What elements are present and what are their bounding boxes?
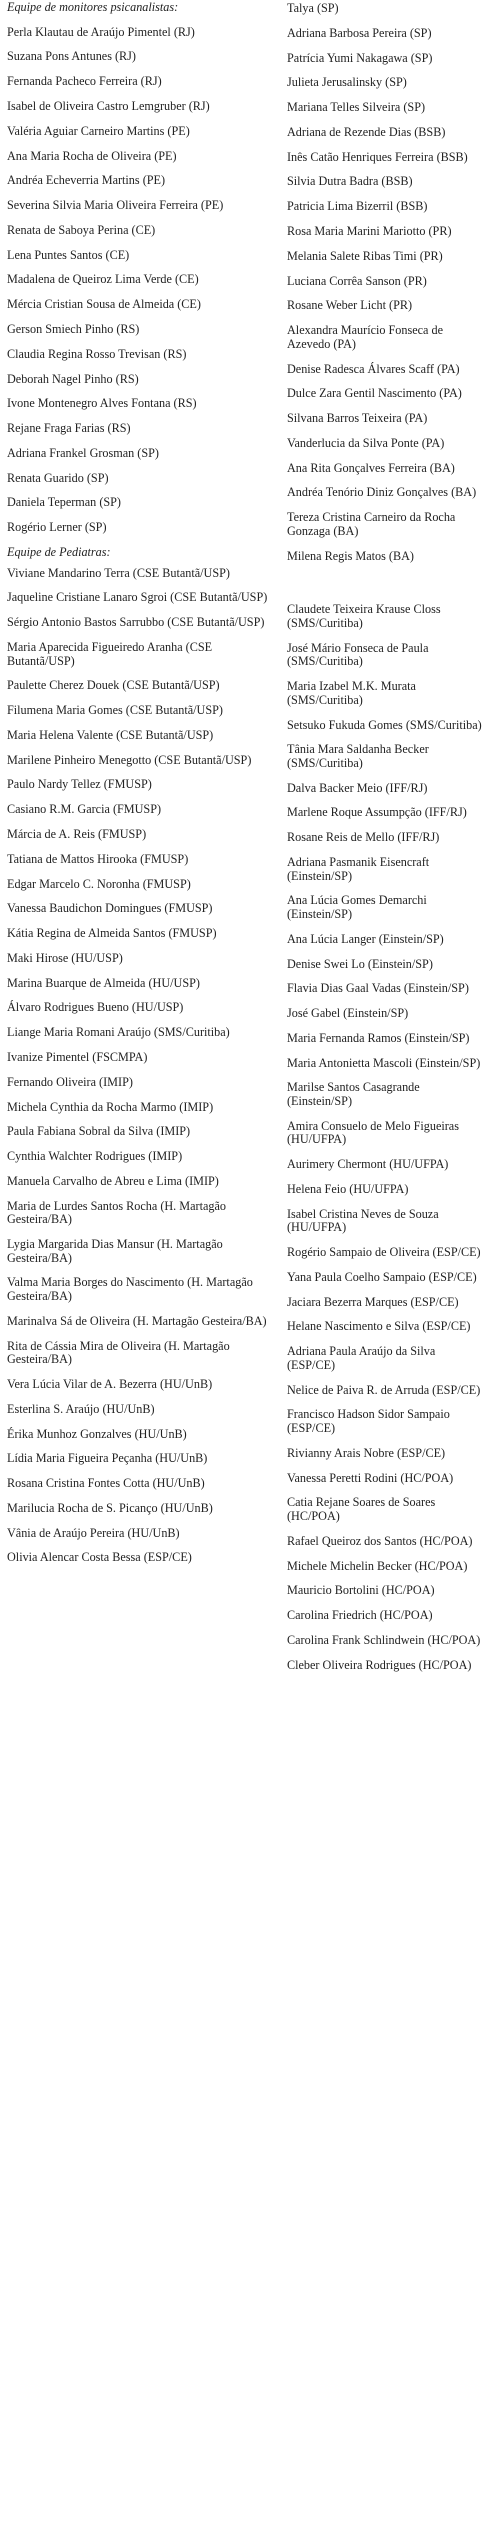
list-item: Rosana Cristina Fontes Cotta (HU/UnB) [7,1476,205,1491]
heading-pediatricians: Equipe de Pediatras: [7,545,111,559]
list-item: Sérgio Antonio Bastos Sarrubbo (CSE Butantã/USP) [7,615,265,630]
list-item: Jaqueline Cristiane Lanaro Sgroi (CSE Butantã/USP) [7,590,268,605]
list-item: Michele Michelin Becker (HC/POA) [287,1558,468,1573]
list-item: Silvana Barros Teixeira (PA) [287,411,428,426]
list-item: Isabel Cristina Neves de Souza (HU/UFPA) [287,1206,439,1235]
list-item: Dulce Zara Gentil Nascimento (PA) [287,386,462,401]
list-item: Rosane Weber Licht (PR) [287,298,413,313]
list-item: Álvaro Rodrigues Bueno (HU/USP) [7,1000,184,1015]
list-item: Nelice de Paiva R. de Arruda (ESP/CE) [287,1382,481,1397]
list-item: Maria Antonietta Mascoli (Einstein/SP) [287,1055,481,1070]
list-item: Márcia de A. Reis (FMUSP) [7,827,147,841]
list-item: Madalena de Queiroz Lima Verde (CE) [7,272,199,287]
list-item: Renata de Saboya Perina (CE) [7,222,156,237]
list-item: Milena Regis Matos (BA) [287,548,414,563]
list-item: Jaciara Bezerra Marques (ESP/CE) [287,1294,459,1309]
list-item: Maria Aparecida Figueiredo Aranha (CSE Butantã/USP) [7,639,213,668]
list-item: Maria Fernanda Ramos (Einstein/SP) [287,1030,470,1045]
list-item: Dalva Backer Meio (IFF/RJ) [287,780,428,795]
list-item: Rafael Queiroz dos Santos (HC/POA) [287,1533,473,1548]
list-item: Claudete Teixeira Krause Closs (SMS/Curitiba) [287,602,441,630]
list-item: Mércia Cristian Sousa de Almeida (CE) [7,297,201,312]
list-item: Perla Klautau de Araújo Pimentel (RJ) [7,24,195,39]
list-item: Rogério Sampaio de Oliveira (ESP/CE) [287,1245,481,1260]
list-item: Casiano R.M. Garcia (FMUSP) [7,802,162,817]
list-item: Claudia Regina Rosso Trevisan (RS) [7,346,187,361]
list-item: Ana Maria Rocha de Oliveira (PE) [7,148,177,163]
list-item: Alexandra Maurício Fonseca de Azevedo (PA) [287,323,444,351]
list-item: Maki Hirose (HU/USP) [7,950,123,965]
list-item: Rosa Maria Marini Mariotto (PR) [287,224,452,239]
list-item: José Mário Fonseca de Paula (SMS/Curitiba) [287,640,429,669]
list-item: Daniela Teperman (SP) [7,495,121,510]
list-item: Catia Rejane Soares de Soares (HC/POA) [287,1495,436,1523]
list-item: Ivone Montenegro Alves Fontana (RS) [7,396,197,411]
list-psychoanalysts-left [7,26,275,535]
list-pediatricians-right [287,603,483,1672]
list-item: Marilene Pinheiro Menegotto (CSE Butantã/USP) [7,752,252,767]
list-item: Julieta Jerusalinsky (SP) [287,75,407,90]
list-item: Talya (SP) [287,1,339,15]
list-item: Liange Maria Romani Araújo (SMS/Curitiba) [7,1025,230,1040]
list-item: Andréa Echeverria Martins (PE) [7,173,166,188]
list-item: Lygia Margarida Dias Mansur (H. Martagão Gesteira/BA) [7,1237,223,1265]
list-item: Olivia Alencar Costa Bessa (ESP/CE) [7,1550,192,1565]
list-item: Fernando Oliveira (IMIP) [7,1074,133,1089]
list-item: Kátia Regina de Almeida Santos (FMUSP) [7,926,217,941]
list-item: Manuela Carvalho de Abreu e Lima (IMIP) [7,1173,219,1188]
list-item: Rita de Cássia Mira de Oliveira (H. Martagão Gesteira/BA) [7,1338,230,1367]
list-item: Paulette Cherez Douek (CSE Butantã/USP) [7,678,220,693]
list-item: Mariana Telles Silveira (SP) [287,100,426,115]
list-item: Maria de Lurdes Santos Rocha (H. Martagão Gesteira/BA) [7,1198,226,1227]
list-item: Helane Nascimento e Silva (ESP/CE) [287,1319,471,1334]
list-item: Inês Catão Henriques Ferreira (BSB) [287,149,468,164]
list-item: Érika Munhoz Gonzalves (HU/UnB) [7,1426,187,1441]
list-item: Vânia de Araújo Pereira (HU/UnB) [7,1525,180,1540]
list-item: Adriana Frankel Grosman (SP) [7,445,159,460]
list-item: Helena Feio (HU/UFPA) [287,1181,409,1196]
list-item: Filumena Maria Gomes (CSE Butantã/USP) [7,703,223,718]
list-item: Tânia Mara Saldanha Becker (SMS/Curitiba) [287,742,429,770]
list-item: Tereza Cristina Carneiro da Rocha Gonzaga (BA) [287,510,456,538]
list-item: Yana Paula Coelho Sampaio (ESP/CE) [287,1269,477,1284]
list-item: Melania Salete Ribas Timi (PR) [287,248,443,263]
list-item: Carolina Friedrich (HC/POA) [287,1608,433,1623]
list-item: Adriana Barbosa Pereira (SP) [287,25,432,40]
list-item: Tatiana de Mattos Hirooka (FMUSP) [7,851,189,866]
list-item: Ana Lúcia Gomes Demarchi (Einstein/SP) [287,893,427,921]
right-column [287,0,483,1683]
list-item: Rejane Fraga Farias (RS) [7,421,131,436]
list-item: Marina Buarque de Almeida (HU/USP) [7,975,200,990]
list-item: Valma Maria Borges do Nascimento (H. Martagão Gesteira/BA) [7,1275,253,1304]
list-item: Silvia Dutra Badra (BSB) [287,174,413,189]
list-item: Michela Cynthia da Rocha Marmo (IMIP) [7,1099,214,1114]
list-item: Renata Guarido (SP) [7,470,109,485]
list-item: Vera Lúcia Vilar de A. Bezerra (HU/UnB) [7,1377,213,1391]
list-item: Patrícia Yumi Nakagawa (SP) [287,50,433,65]
list-item: Isabel de Oliveira Castro Lemgruber (RJ) [7,98,210,113]
list-item: Mauricio Bortolini (HC/POA) [287,1583,435,1598]
heading-psychoanalysts: Equipe de monitores psicanalistas: [7,0,179,14]
list-item: Maria Helena Valente (CSE Butantã/USP) [7,727,214,742]
list-item: Edgar Marcelo C. Noronha (FMUSP) [7,876,191,891]
list-item: Ana Lúcia Langer (Einstein/SP) [287,931,444,946]
list-item: Luciana Corrêa Sanson (PR) [287,273,427,288]
list-item: Severina Silvia Maria Oliveira Ferreira (PE) [7,198,224,213]
list-item: Maria Izabel M.K. Murata (SMS/Curitiba) [287,679,416,707]
list-item: Paula Fabiana Sobral da Silva (IMIP) [7,1124,191,1139]
list-item: Denise Radesca Álvares Scaff (PA) [287,361,460,376]
list-item: Vanessa Baudichon Domingues (FMUSP) [7,901,213,916]
list-item: Aurimery Chermont (HU/UFPA) [287,1157,449,1172]
list-item: Suzana Pons Antunes (RJ) [7,49,136,64]
list-item: Cleber Oliveira Rodrigues (HC/POA) [287,1657,472,1672]
list-item: Lídia Maria Figueira Peçanha (HU/UnB) [7,1451,208,1466]
list-psychoanalysts-right [287,2,483,563]
list-item: Ivanize Pimentel (FSCMPA) [7,1050,148,1065]
list-item: Fernanda Pacheco Ferreira (RJ) [7,74,162,89]
list-item: Adriana de Rezende Dias (BSB) [287,124,446,139]
list-item: Vanderlucia da Silva Ponte (PA) [287,435,445,450]
list-item: Paulo Nardy Tellez (FMUSP) [7,777,152,792]
list-item: Marilse Santos Casagrande (Einstein/SP) [287,1080,420,1109]
list-item: Andréa Tenório Diniz Gonçalves (BA) [287,485,477,500]
list-item: Gerson Smiech Pinho (RS) [7,321,140,336]
list-pediatricians-left [7,567,275,1565]
list-item: Cynthia Walchter Rodrigues (IMIP) [7,1149,183,1164]
list-item: Francisco Hadson Sidor Sampaio (ESP/CE) [287,1407,450,1435]
left-column [7,0,275,1576]
list-item: Adriana Paula Araújo da Silva (ESP/CE) [287,1344,436,1372]
list-item: Lena Puntes Santos (CE) [7,247,130,262]
list-item: Adriana Pasmanik Eisencraft (Einstein/SP) [287,855,430,883]
column-spacer [287,574,483,603]
list-item: Flavia Dias Gaal Vadas (Einstein/SP) [287,981,469,996]
list-item: Marilucia Rocha de S. Picanço (HU/UnB) [7,1500,213,1515]
list-item: Valéria Aguiar Carneiro Martins (PE) [7,123,190,138]
list-item: Rogério Lerner (SP) [7,520,107,535]
list-item: Vanessa Peretti Rodini (HC/POA) [287,1470,454,1485]
list-item: Carolina Frank Schlindwein (HC/POA) [287,1632,481,1647]
list-item: Amira Consuelo de Melo Figueiras (HU/UFPA) [287,1118,459,1147]
list-item: Setsuko Fukuda Gomes (SMS/Curitiba) [287,717,482,732]
list-item: Marlene Roque Assumpção (IFF/RJ) [287,805,467,820]
list-item: Esterlina S. Araújo (HU/UnB) [7,1401,155,1416]
list-item: Deborah Nagel Pinho (RS) [7,371,139,386]
list-item: José Gabel (Einstein/SP) [287,1006,409,1021]
list-item: Rosane Reis de Mello (IFF/RJ) [287,830,440,845]
list-item: Patricia Lima Bizerril (BSB) [287,199,428,214]
list-item: Denise Swei Lo (Einstein/SP) [287,956,433,971]
list-item: Viviane Mandarino Terra (CSE Butantã/USP) [7,565,230,580]
list-item: Rivianny Arais Nobre (ESP/CE) [287,1445,446,1460]
list-item: Ana Rita Gonçalves Ferreira (BA) [287,460,455,475]
list-item: Marinalva Sá de Oliveira (H. Martagão Gesteira/BA) [7,1313,267,1328]
